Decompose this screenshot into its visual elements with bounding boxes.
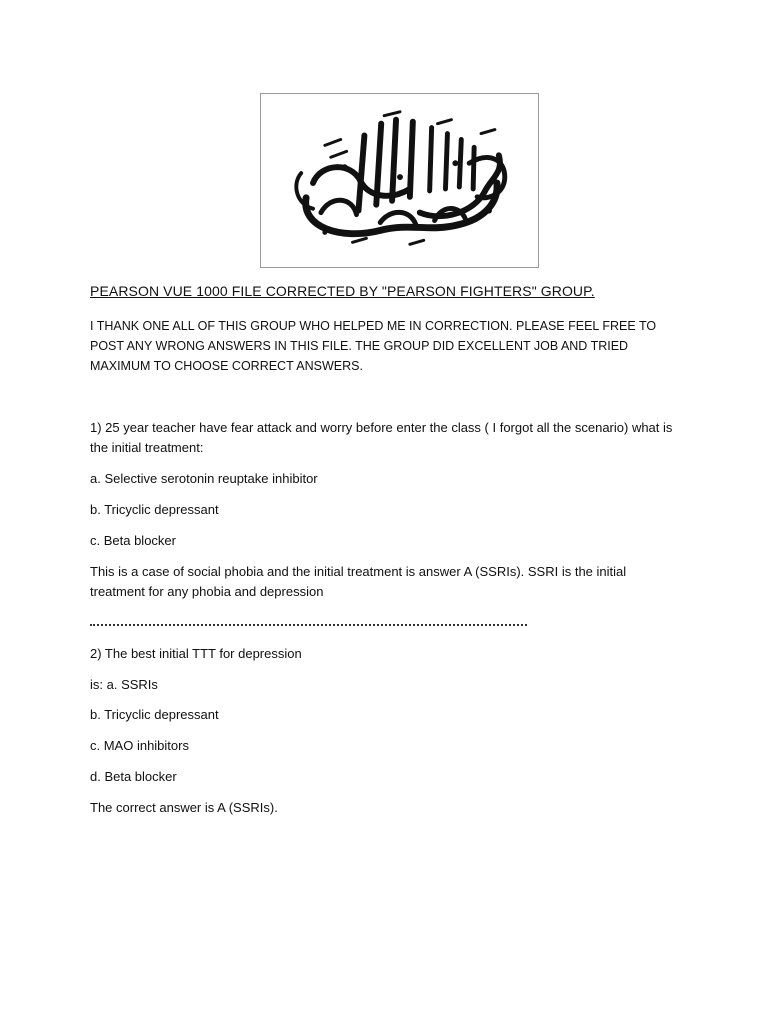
- intro-paragraph: I THANK ONE ALL OF THIS GROUP WHO HELPED ME IN CORRECTION. PLEASE FEEL FREE TO POST ANY WRONG ANSWERS IN THIS FILE. THE GROUP DID EXCELLENT JOB AND TRIED MAXIMUM TO CHOOSE CORRECT ANSWERS.: [90, 319, 657, 373]
- arabic-calligraphy-basmala-icon: [261, 94, 538, 267]
- question-2-option-d: d. Beta blocker: [90, 769, 177, 784]
- question-1-option-a: a. Selective serotonin reuptake inhibitor: [90, 471, 318, 486]
- question-2-option-a: is: a. SSRIs: [90, 677, 158, 692]
- dotted-separator: [90, 614, 527, 626]
- question-2-answer: The correct answer is A (SSRIs).: [90, 800, 278, 815]
- question-2-option-c: c. MAO inhibitors: [90, 738, 189, 753]
- logo-image: [260, 93, 539, 268]
- question-1-answer: This is a case of social phobia and the initial treatment is answer A (SSRIs). SSRI is the initial treatment for any phobia and depression: [90, 564, 627, 599]
- question-1-option-b: b. Tricyclic depressant: [90, 502, 219, 517]
- question-2-text: 2) The best initial TTT for depression: [90, 646, 302, 661]
- question-1-option-c: c. Beta blocker: [90, 533, 176, 548]
- question-2-option-b: b. Tricyclic depressant: [90, 707, 219, 722]
- question-1-text: 1) 25 year teacher have fear attack and worry before enter the class ( I forgot all the scenario) what is the initial treatment:: [90, 420, 673, 455]
- page-title: PEARSON VUE 1000 FILE CORRECTED BY "PEARSON FIGHTERS" GROUP.: [90, 283, 595, 299]
